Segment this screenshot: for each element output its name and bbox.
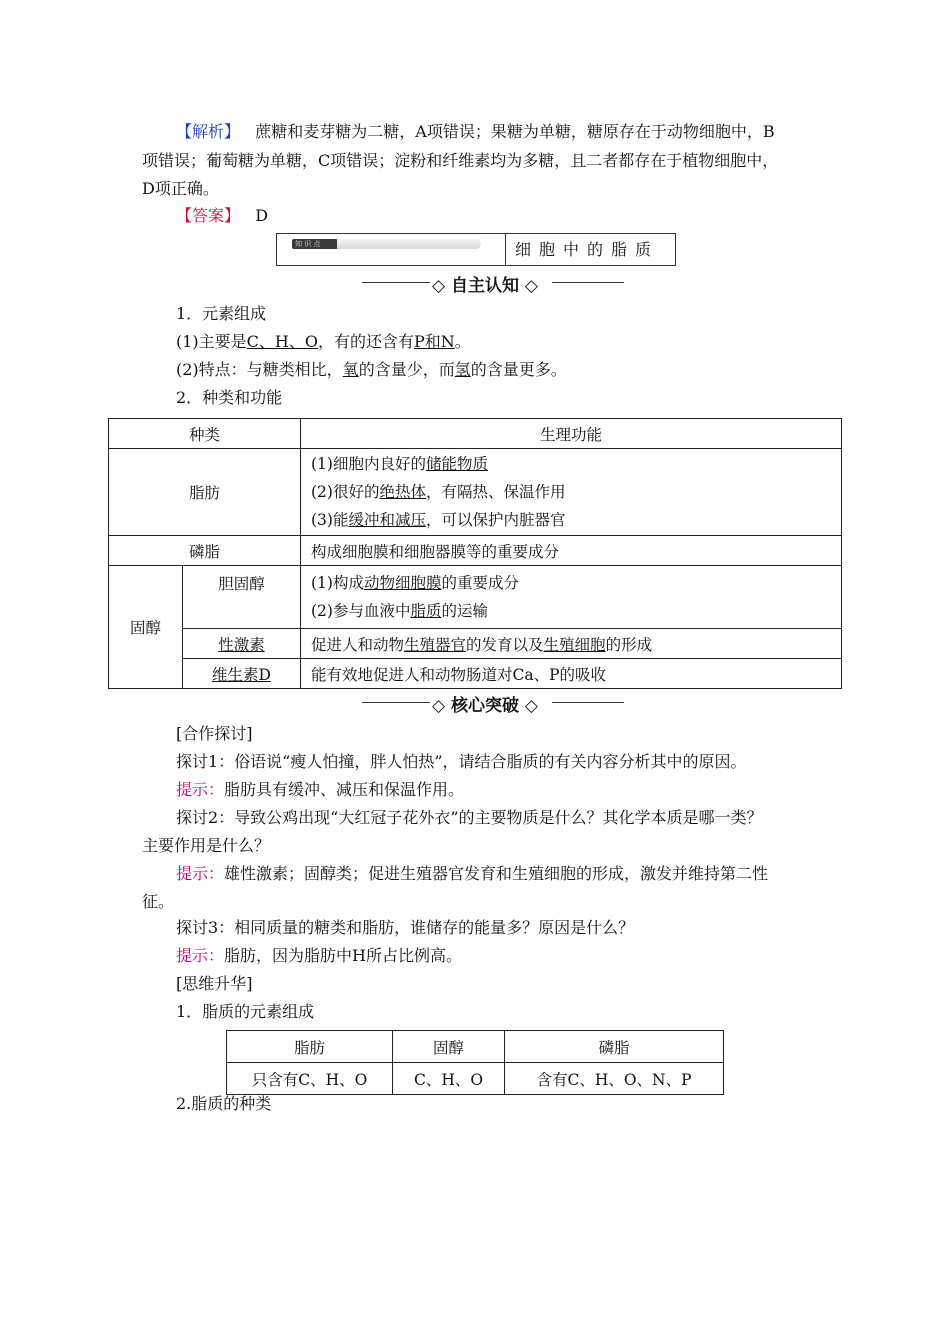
composition-item1-underline1: C、H、O	[246, 332, 318, 351]
sex-f-end: 的形成	[605, 635, 653, 654]
table-row	[109, 659, 842, 689]
cholesterol-cell: 胆固醇	[183, 566, 301, 629]
value-fat: 只含有C、H、O	[227, 1063, 393, 1095]
chol-f1-underline: 动物细胞膜	[363, 574, 442, 592]
discussion-q2-line2: 主要作用是什么？	[142, 836, 271, 855]
discussion-q3: 探讨3：相同质量的糖类和脂肪，谁储存的能量多？原因是什么？	[176, 918, 635, 937]
section1-line-left	[362, 282, 430, 283]
table-header-type: 种类	[109, 419, 301, 449]
composition-item1	[176, 328, 471, 356]
sublimation-item2: 2.脂质的种类	[176, 1094, 272, 1113]
discussion-a2-line2: 征。	[142, 892, 175, 911]
vitamin-d-function: 能有效地促进人和动物肠道对Ca、P的吸收	[301, 659, 842, 689]
composition-item1-mid: ，有的还含有	[318, 332, 415, 351]
sex-f-underline1: 生殖器官	[404, 635, 467, 654]
sublimation-heading: [思维升华]	[176, 974, 253, 993]
fat-f3-underline: 缓冲和减压	[348, 511, 426, 529]
phospholipid-function: 构成细胞膜和细胞器膜等的重要成分	[301, 536, 842, 566]
hint-label: 提示：	[176, 946, 225, 965]
table-row	[109, 566, 842, 629]
fat-f3-end: ，可以保护内脏器官	[425, 511, 566, 529]
composition-item1-prefix: (1)主要是	[176, 332, 247, 351]
analysis-label: 【解析】	[176, 122, 241, 141]
table-row	[109, 536, 842, 566]
composition-item2-underline2: 氢	[454, 360, 471, 379]
table-header-row	[227, 1031, 724, 1063]
composition-item2	[176, 356, 567, 384]
phospholipid-cell: 磷脂	[109, 536, 301, 566]
chol-f2-underline: 脂质	[410, 602, 442, 620]
discussion-a3-text: 脂肪，因为脂肪中H所占比例高。	[224, 946, 462, 965]
composition-heading: 1．元素组成	[176, 304, 267, 323]
table-header-row	[109, 419, 842, 449]
discussion-heading: [合作探讨]	[176, 724, 253, 743]
header-sterol: 固醇	[393, 1031, 505, 1063]
chol-f1-prefix: (1)构成	[311, 574, 364, 592]
composition-item2-underline1: 氧	[342, 360, 359, 379]
chol-f1-end: 的重要成分	[441, 574, 519, 592]
composition-item2-mid: 的含量少，而	[358, 360, 455, 379]
fat-f3-prefix: (3)能	[311, 511, 349, 529]
header-phospholipid: 磷脂	[505, 1031, 724, 1063]
analysis-text-2: 项错误；葡萄糖为单糖，C项错误；淀粉和纤维素均为多糖，且二者都存在于植物细胞中，	[142, 150, 779, 170]
analysis-text-1: 蔗糖和麦芽糖为二糖，A项错误；果糖为单糖，糖原存在于动物细胞中，B	[255, 122, 775, 141]
discussion-q2-line1: 探讨2：导致公鸡出现“大红冠子花外衣”的主要物质是什么？其化学本质是哪一类？	[176, 808, 763, 827]
answer-line	[176, 202, 268, 230]
hint-label: 提示：	[176, 864, 225, 883]
knowledge-point-box	[276, 233, 676, 266]
sex-hormone-cell	[183, 629, 301, 659]
section2-line-right	[552, 702, 624, 703]
table-row	[109, 449, 842, 536]
knowledge-point-tag: 知 识 点	[292, 239, 340, 249]
table-row	[109, 629, 842, 659]
knowledge-point-bar	[337, 239, 481, 249]
sex-hormone-label: 性激素	[218, 635, 265, 654]
sublimation-item1: 1．脂质的元素组成	[176, 1002, 315, 1021]
discussion-a2-line1	[176, 860, 768, 888]
discussion-q1: 探讨1：俗语说“瘦人怕撞，胖人怕热”，请结合脂质的有关内容分析其中的原因。	[176, 752, 747, 771]
discussion-a3	[176, 942, 462, 970]
table-row	[227, 1063, 724, 1095]
answer-label: 【答案】	[176, 206, 241, 225]
section2-title: ◇ 核心突破 ◇	[432, 696, 538, 716]
knowledge-point-banner	[277, 234, 506, 265]
sex-hormone-function	[301, 629, 842, 659]
hint-label: 提示：	[176, 780, 225, 799]
fat-functions	[301, 449, 842, 536]
cholesterol-functions	[301, 566, 842, 629]
fat-f2-prefix: (2)很好的	[311, 483, 380, 501]
chol-f2-prefix: (2)参与血液中	[311, 602, 411, 620]
table-header-function: 生理功能	[301, 419, 842, 449]
section1-line-right	[552, 282, 624, 283]
fat-cell: 脂肪	[109, 449, 301, 536]
answer-value: D	[255, 206, 269, 225]
lipid-types-table	[108, 418, 842, 689]
composition-item2-prefix: (2)特点：与糖类相比，	[176, 360, 343, 379]
value-sterol: C、H、O	[393, 1063, 505, 1095]
analysis-text-3: D项正确。	[142, 179, 219, 198]
sex-f-prefix: 促进人和动物	[311, 635, 405, 654]
composition-item1-underline2: P和N	[414, 332, 455, 351]
section2-line-left	[362, 702, 430, 703]
sterol-cell: 固醇	[109, 566, 183, 689]
vitamin-d-cell	[183, 659, 301, 689]
header-fat: 脂肪	[227, 1031, 393, 1063]
fat-f1-underline: 储能物质	[425, 455, 488, 473]
vitamin-d-label: 维生素D	[212, 665, 271, 684]
analysis-paragraph	[142, 118, 832, 204]
fat-f2-underline: 绝热体	[379, 483, 426, 501]
composition-item1-end: 。	[454, 332, 471, 351]
discussion-a1	[176, 776, 464, 804]
chol-f2-end: 的运输	[441, 602, 488, 620]
sex-f-underline2: 生殖细胞	[543, 635, 606, 654]
composition-item2-end: 的含量更多。	[470, 360, 567, 379]
knowledge-point-title: 细胞中的脂质	[515, 240, 660, 259]
fat-f1-prefix: (1)细胞内良好的	[311, 455, 426, 473]
value-phospholipid: 含有C、H、O、N、P	[505, 1063, 724, 1095]
element-composition-table	[226, 1030, 724, 1095]
discussion-a2-text: 雄性激素；固醇类；促进生殖器官发育和生殖细胞的形成，激发并维持第二性	[224, 864, 769, 883]
section1-title: ◇ 自主认知 ◇	[432, 276, 538, 296]
discussion-a1-text: 脂肪具有缓冲、减压和保温作用。	[224, 780, 465, 799]
sex-f-mid: 的发育以及	[466, 635, 544, 654]
types-heading: 2．种类和功能	[176, 388, 283, 407]
fat-f2-end: ，有隔热、保温作用	[425, 483, 566, 501]
